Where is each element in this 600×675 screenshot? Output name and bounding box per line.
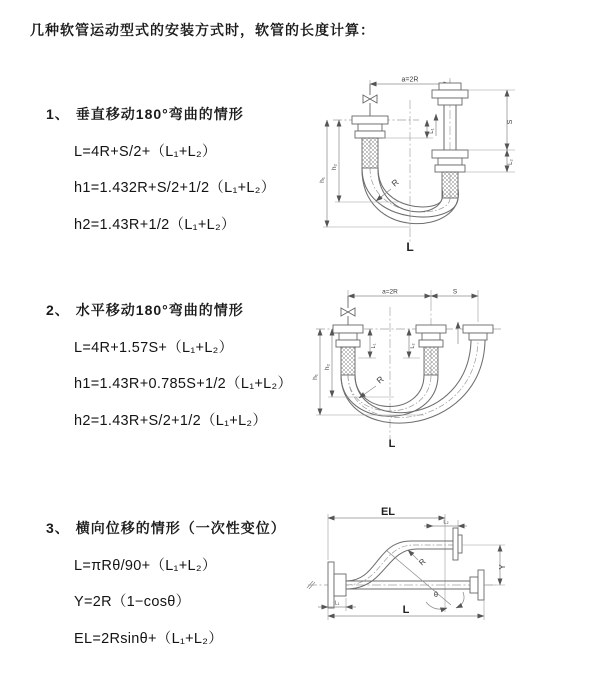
- formula-line: L=4R+1.57S+（L₁+L₂）: [74, 339, 234, 356]
- diagram-lateral-displacement: [300, 500, 590, 650]
- section-number: 2、: [46, 302, 70, 318]
- dimension-h2: [324, 329, 394, 397]
- left-fitting: [333, 325, 363, 375]
- formula-line: h2=1.43R+1/2（L₁+L₂）: [74, 216, 236, 233]
- centerlines: [333, 78, 450, 244]
- dimension-l1: [318, 598, 356, 611]
- diagram-vertical-180-bend: [315, 72, 575, 257]
- dimension-y: [462, 545, 507, 585]
- dim-label-l2: L₂: [410, 343, 416, 349]
- dim-label-l: L: [388, 438, 396, 450]
- dim-label-l2: L₂: [443, 519, 449, 526]
- braided-hose-section: [362, 138, 378, 168]
- section-number: 3、: [46, 520, 70, 536]
- dim-label-r: R: [417, 556, 428, 568]
- dimension-l1: [383, 120, 435, 138]
- dimension-l: [328, 600, 484, 620]
- section-heading: [46, 300, 292, 320]
- page-title: 几种软管运动型式的安装方式时，软管的长度计算：: [30, 22, 375, 38]
- section-number: 1、: [46, 106, 70, 122]
- hose-u-bend: [341, 340, 485, 423]
- dim-label-h1: h₁: [312, 374, 319, 380]
- dim-label-theta: θ: [433, 590, 439, 599]
- dim-label-l2: L₂: [508, 159, 514, 165]
- left-fitting: [352, 116, 388, 168]
- section-heading-text: 水平移动180°弯曲的情形: [75, 302, 244, 318]
- upper-flange: [453, 528, 462, 560]
- dim-label-y: Y: [498, 564, 507, 570]
- dim-label-a2r: a=2R: [382, 288, 398, 296]
- formula-line: EL=2Rsinθ+（L₁+L₂）: [74, 630, 224, 647]
- formula-line: Y=2R（1−cosθ）: [74, 594, 191, 610]
- middle-fitting: [416, 325, 446, 375]
- formula-line: L=πRθ/90+（L₁+L₂）: [74, 557, 217, 574]
- dim-label-h2: h₂: [331, 163, 338, 171]
- dim-label-s: S: [507, 119, 514, 125]
- dim-label-h2: h₂: [324, 363, 331, 371]
- dim-label-a2r: a=2R: [401, 76, 419, 84]
- dim-label-l: L: [402, 604, 410, 616]
- diagram-horizontal-180-bend: [308, 282, 593, 457]
- formula-line: h2=1.43R+S/2+1/2（L₁+L₂）: [74, 412, 268, 429]
- valve-icon: [341, 296, 355, 325]
- dim-label-l: L: [406, 240, 414, 254]
- braided-hose-section: [424, 347, 438, 375]
- section-lateral-displacement: [46, 518, 286, 648]
- dimension-a2r: [348, 289, 478, 323]
- dim-label-l1: L₁: [334, 600, 340, 607]
- formula-line: h1=1.43R+0.785S+1/2（L₁+L₂）: [74, 376, 293, 392]
- dim-label-s: S: [452, 288, 458, 296]
- dim-label-r: R: [374, 373, 386, 386]
- dim-label-h1: h₁: [319, 177, 326, 183]
- valve-icon: [363, 84, 377, 116]
- dim-label-el: EL: [380, 506, 396, 518]
- formula-line: L=4R+S/2+（L₁+L₂）: [74, 143, 217, 160]
- section-heading-text: 横向位移的情形（一次性变位）: [75, 520, 286, 536]
- section-horizontal-movement: [46, 300, 292, 430]
- section-heading: [46, 518, 286, 538]
- section-heading-text: 垂直移动180°弯曲的情形: [75, 106, 244, 122]
- right-flange: [470, 570, 484, 600]
- dim-label-l1: L₁: [429, 128, 435, 134]
- radius-and-angle: [386, 550, 464, 609]
- dimension-s: [465, 90, 515, 172]
- section-vertical-movement: [46, 104, 276, 234]
- dim-label-r: R: [389, 176, 401, 189]
- dimension-l2: [424, 520, 467, 529]
- formula-line: h1=1.432R+S/2+1/2（L₁+L₂）: [74, 180, 276, 196]
- right-fitting: [458, 322, 493, 344]
- right-leg-fittings: [432, 83, 468, 198]
- radius-callout: [359, 374, 386, 398]
- dim-label-l1: L₁: [371, 343, 377, 349]
- braided-hose-section: [442, 172, 458, 198]
- braided-hose-section: [341, 347, 355, 375]
- section-heading: [46, 104, 276, 124]
